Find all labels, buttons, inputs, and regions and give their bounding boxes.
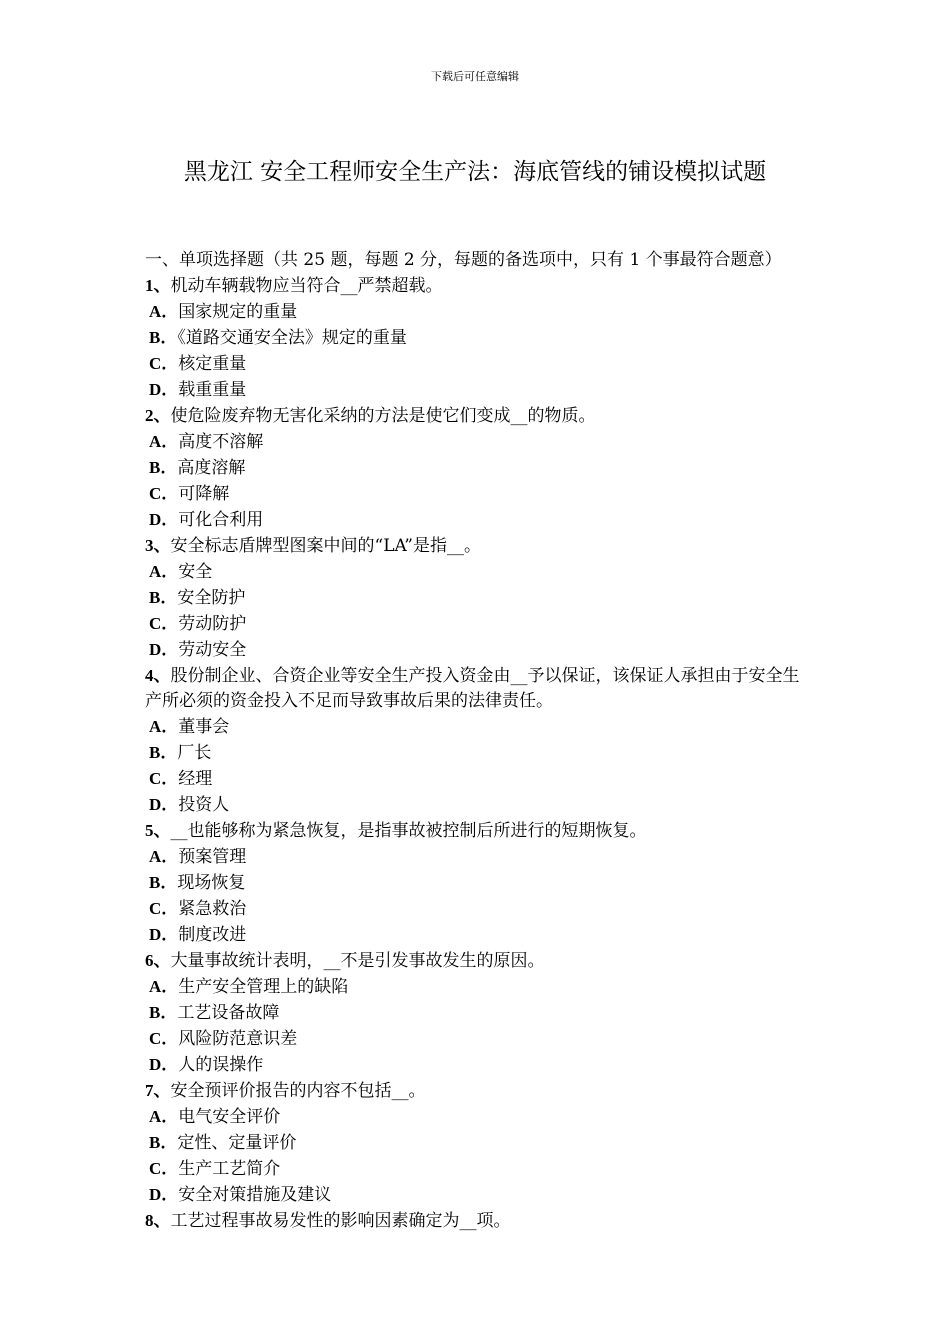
answer-option (145, 481, 810, 507)
option-letter: B． (149, 588, 178, 607)
answer-option (145, 1026, 810, 1052)
option-text: 安全防护 (177, 588, 246, 608)
answer-option (145, 1052, 810, 1078)
question-item (145, 1078, 810, 1208)
question-number: 2、 (145, 406, 171, 425)
answer-option (145, 585, 810, 611)
option-text: 制度改进 (178, 925, 247, 945)
option-text: 董事会 (178, 717, 230, 737)
question-item (145, 1208, 810, 1234)
answer-option (145, 377, 810, 403)
answer-option (145, 559, 810, 585)
question-text: __也能够称为紧急恢复，是指事故被控制后所进行的短期恢复。 (170, 821, 647, 841)
option-letter: A． (149, 717, 179, 736)
option-text: 劳动防护 (178, 614, 247, 634)
answer-option (145, 844, 810, 870)
question-number: 1、 (145, 276, 171, 295)
option-letter: C． (149, 614, 179, 633)
question-number: 3、 (145, 536, 171, 555)
option-text: 厂长 (177, 743, 212, 763)
answer-option (145, 351, 810, 377)
question-stem (145, 273, 810, 299)
question-text: 使危险废弃物无害化采纳的方法是使它们变成__的物质。 (170, 406, 596, 426)
answer-option (145, 1000, 810, 1026)
question-text: 机动车辆载物应当符合__严禁超载。 (170, 276, 443, 296)
answer-option (145, 792, 810, 818)
question-item (145, 948, 810, 1078)
option-text: 可化合利用 (178, 510, 264, 530)
answer-option (145, 1130, 810, 1156)
option-text: 电气安全评价 (178, 1107, 281, 1127)
option-text: 紧急救治 (178, 899, 247, 919)
question-number: 7、 (145, 1081, 171, 1100)
question-text: 股份制企业、合资企业等安全生产投入资金由__予以保证，该保证人承担由于安全生产所必须的资金投入不足而导致事故后果的法律责任。 (145, 666, 800, 711)
option-letter: D． (149, 1185, 179, 1204)
question-stem (145, 948, 810, 974)
question-text: 大量事故统计表明，__不是引发事故发生的原因。 (170, 951, 545, 971)
option-letter: D． (149, 510, 179, 529)
question-number: 6、 (145, 951, 171, 970)
option-letter: C． (149, 484, 179, 503)
question-stem (145, 403, 810, 429)
option-letter: B． (149, 873, 178, 892)
option-letter: C． (149, 1029, 179, 1048)
option-text: 劳动安全 (178, 640, 247, 660)
question-text: 工艺过程事故易发性的影响因素确定为__项。 (170, 1211, 511, 1231)
question-text: 安全预评价报告的内容不包括__。 (170, 1081, 426, 1101)
option-text: 核定重量 (178, 354, 247, 374)
option-text: 人的误操作 (178, 1055, 264, 1075)
option-letter: D． (149, 925, 179, 944)
option-text: 《道路交通安全法》规定的重量 (177, 328, 407, 348)
question-stem (145, 663, 810, 714)
option-text: 定性、定量评价 (177, 1133, 297, 1153)
question-number: 5、 (145, 821, 171, 840)
option-letter: B． (149, 1133, 178, 1152)
option-letter: B． (149, 458, 178, 477)
option-text: 经理 (178, 769, 213, 789)
option-text: 工艺设备故障 (177, 1003, 280, 1023)
question-item (145, 273, 810, 403)
option-letter: C． (149, 769, 179, 788)
option-text: 投资人 (178, 795, 230, 815)
answer-option (145, 922, 810, 948)
option-letter: D． (149, 795, 179, 814)
question-stem (145, 818, 810, 844)
answer-option (145, 299, 810, 325)
answer-option (145, 870, 810, 896)
option-text: 安全 (178, 562, 213, 582)
question-item (145, 818, 810, 948)
document-body (145, 248, 810, 1234)
question-stem (145, 1208, 810, 1234)
question-text: 安全标志盾牌型图案中间的“LA”是指__。 (170, 536, 481, 556)
option-text: 国家规定的重量 (178, 302, 298, 322)
answer-option (145, 974, 810, 1000)
option-letter: D． (149, 380, 179, 399)
option-letter: D． (149, 1055, 179, 1074)
answer-option (145, 1156, 810, 1182)
option-letter: A． (149, 432, 179, 451)
question-list (145, 273, 810, 1234)
option-text: 现场恢复 (177, 873, 246, 893)
option-letter: A． (149, 302, 179, 321)
option-text: 预案管理 (178, 847, 247, 867)
option-letter: B． (149, 328, 178, 347)
option-letter: A． (149, 562, 179, 581)
answer-option (145, 455, 810, 481)
answer-option (145, 714, 810, 740)
option-letter: D． (149, 640, 179, 659)
question-stem (145, 533, 810, 559)
option-letter: B． (149, 1003, 178, 1022)
answer-option (145, 766, 810, 792)
answer-option (145, 740, 810, 766)
question-number: 8、 (145, 1211, 171, 1230)
option-text: 可降解 (178, 484, 230, 504)
question-stem (145, 1078, 810, 1104)
question-number: 4、 (145, 666, 171, 685)
option-letter: C． (149, 1159, 179, 1178)
option-text: 高度不溶解 (178, 432, 264, 452)
answer-option (145, 896, 810, 922)
option-letter: B． (149, 743, 178, 762)
option-letter: A． (149, 847, 179, 866)
header-note: 下载后可任意编辑 (431, 70, 519, 83)
answer-option (145, 429, 810, 455)
option-letter: A． (149, 977, 179, 996)
answer-option (145, 1104, 810, 1130)
question-item (145, 533, 810, 663)
option-letter: C． (149, 354, 179, 373)
answer-option (145, 1182, 810, 1208)
option-text: 安全对策措施及建议 (178, 1185, 332, 1205)
page-title: 黑龙江 安全工程师安全生产法：海底管线的铺设模拟试题 (183, 159, 767, 185)
option-letter: A． (149, 1107, 179, 1126)
option-text: 生产安全管理上的缺陷 (178, 977, 349, 997)
answer-option (145, 325, 810, 351)
option-text: 载重重量 (178, 380, 247, 400)
question-item (145, 663, 810, 818)
option-text: 生产工艺简介 (178, 1159, 281, 1179)
answer-option (145, 611, 810, 637)
question-item (145, 403, 810, 533)
section-heading: 一、单项选择题（共 25 题，每题 2 分，每题的备选项中，只有 1 个事最符合题意） (145, 250, 782, 270)
option-text: 风险防范意识差 (178, 1029, 298, 1049)
option-text: 高度溶解 (177, 458, 246, 478)
option-letter: C． (149, 899, 179, 918)
answer-option (145, 637, 810, 663)
answer-option (145, 507, 810, 533)
